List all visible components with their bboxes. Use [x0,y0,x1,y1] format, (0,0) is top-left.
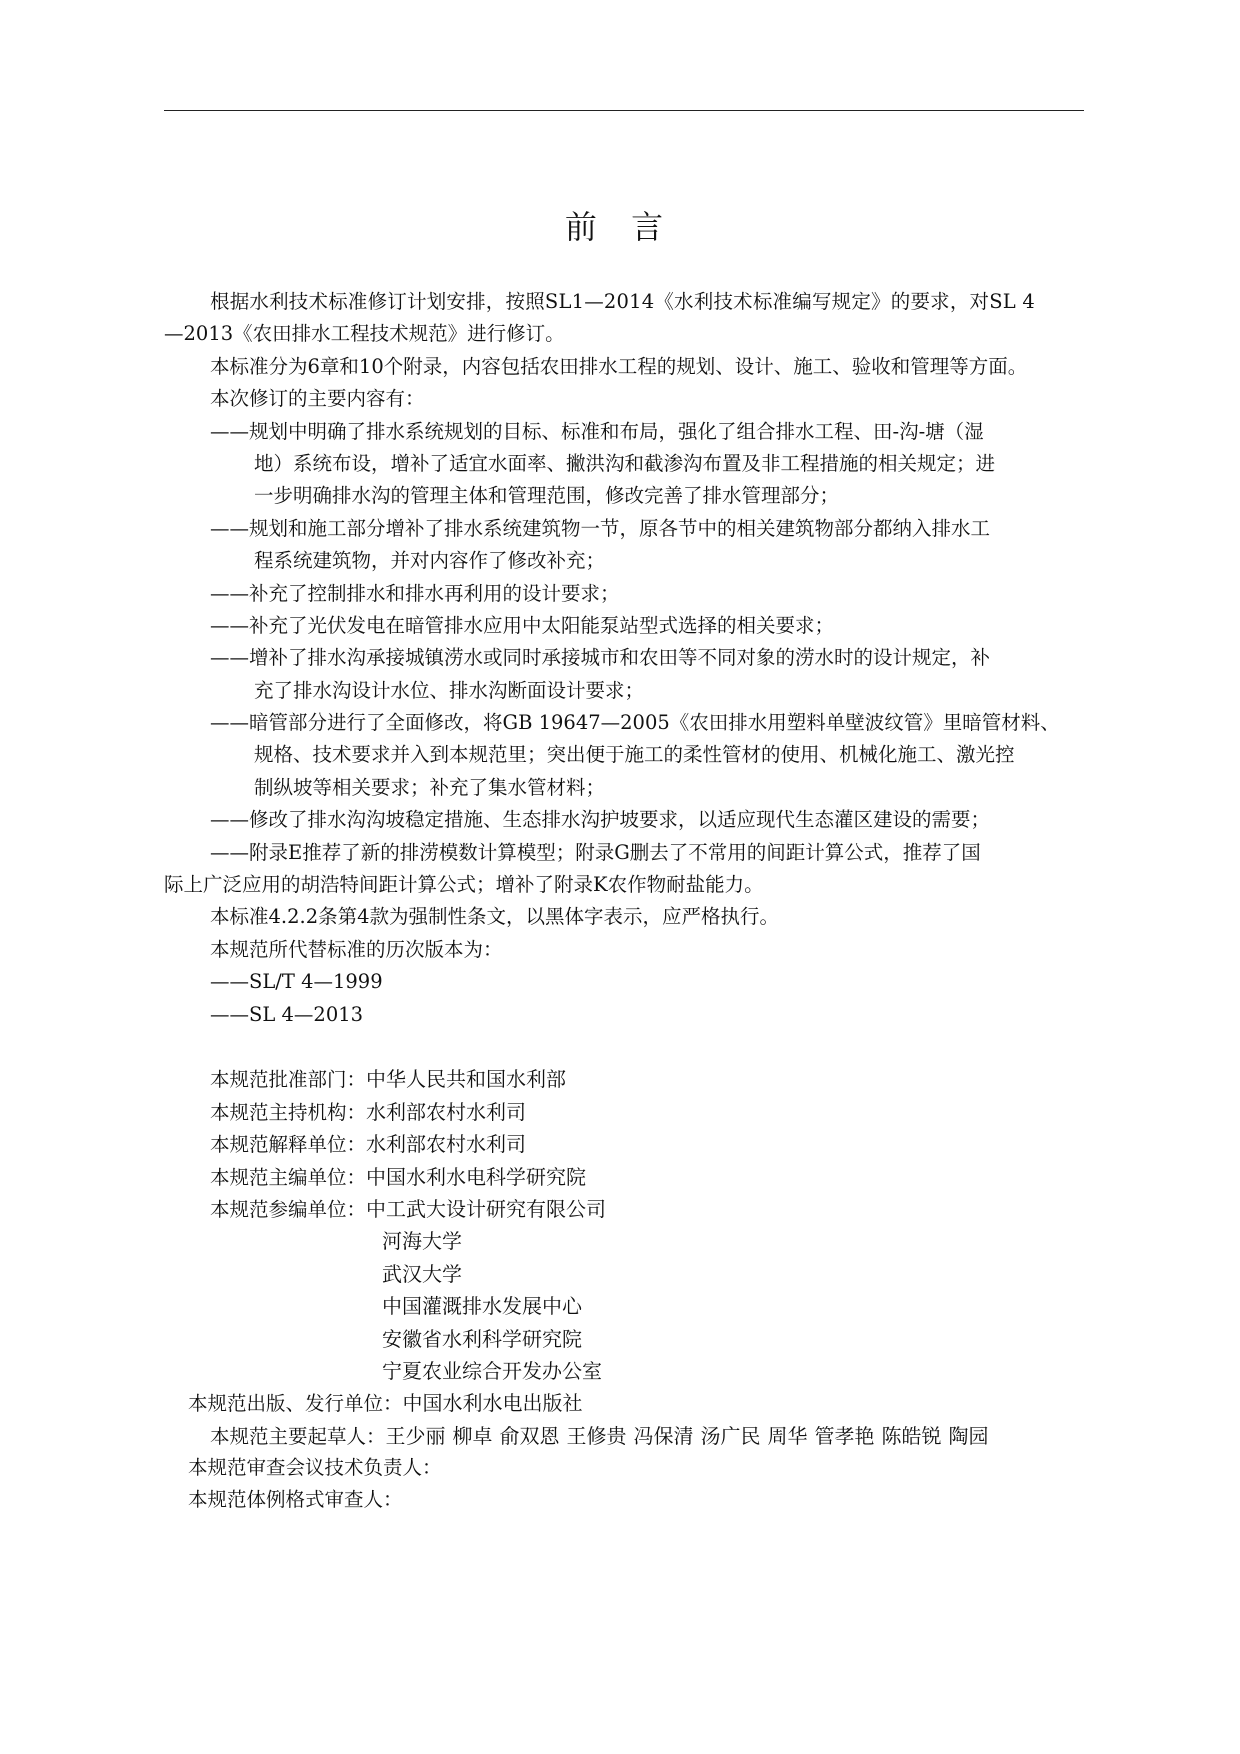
host-value: 水利部农村水利司 [366,1099,527,1124]
change-item-1-cont: 一步明确排水沟的管理主体和管理范围，修改完善了排水管理部分； [254,484,840,508]
drafter-name: 陈皓锐 [881,1423,942,1448]
change-item-7: ——修改了排水沟沟坡稳定措施、生态排水沟护坡要求，以适应现代生态灌区建设的需要； [210,808,991,832]
change-item-1-cont: 地）系统布设，增补了适宜水面率、撇洪沟和截渗沟布置及非工程措施的相关规定；进 [254,451,996,475]
participant-unit [164,1225,1084,1257]
participant-unit: 中工武大设计研究有限公司 [366,1196,607,1221]
intro-line: 本标准分为6章和10个附录，内容包括农田排水工程的规划、设计、施工、验收和管理等方面。 [210,354,1028,378]
change-item-8-cont: 际上广泛应用的胡浩特间距计算公式；增补了附录K农作物耐盐能力。 [164,873,764,897]
approval-row [164,1063,1084,1095]
format-review-row: 本规范体例格式审查人： [188,1488,403,1512]
participant-unit [164,1323,1084,1355]
participants-row [164,1193,1084,1225]
page-title: 前 言 [564,208,676,246]
participant-unit-name: 中国灌溉排水发展中心 [382,1294,582,1319]
publisher-row [164,1387,1084,1419]
drafter-name: 王修贵 [566,1423,627,1448]
drafters-row [164,1420,1084,1452]
preface-body [164,286,1084,1517]
change-item-6: ——暗管部分进行了全面修改，将GB 19647—2005《农田排水用塑料单壁波纹管》里暗管材料、 [210,711,1060,735]
participants-label: 本规范参编单位： [210,1197,367,1221]
change-item-2-cont: 程系统建筑物，并对内容作了修改补充； [254,549,606,573]
change-item-6-cont: 规格、技术要求并入到本规范里；突出便于施工的柔性管材的使用、机械化施工、激光控 [254,743,1015,767]
publisher-label: 本规范出版、发行单位： [188,1392,403,1416]
history-label: 本规范所代替标准的历次版本为： [210,937,503,961]
change-item-5-cont: 充了排水沟设计水位、排水沟断面设计要求； [254,678,645,702]
interpret-value: 水利部农村水利司 [366,1132,527,1157]
chief-editor-value: 中国水利水电科学研究院 [366,1164,587,1189]
approval-label: 本规范批准部门： [210,1068,367,1092]
participant-unit [164,1290,1084,1322]
change-item-2: ——规划和施工部分增补了排水系统建筑物一节，原各节中的相关建筑物部分都纳入排水工 [210,516,991,540]
participant-unit [164,1258,1084,1290]
change-item-1: ——规划中明确了排水系统规划的目标、标准和布局，强化了组合排水工程、田-沟-塘（湿 [210,419,984,443]
drafter-name: 汤广民 [700,1423,761,1448]
chief-editor-row [164,1161,1084,1193]
header-rule [164,110,1084,111]
participant-unit-name: 武汉大学 [382,1261,462,1286]
change-item-6-cont: 制纵坡等相关要求；补充了集水管材料； [254,775,606,799]
drafter-name: 柳卓 [452,1423,493,1448]
interpret-row [164,1128,1084,1160]
interpret-label: 本规范解释单位： [210,1133,367,1157]
approval-value: 中华人民共和国水利部 [366,1067,567,1092]
change-item-8: ——附录E推荐了新的排涝模数计算模型；附录G删去了不常用的间距计算公式，推荐了国 [210,840,981,864]
history-version: ——SL 4—2013 [210,1002,364,1026]
host-row [164,1096,1084,1128]
drafter-name: 陶园 [948,1423,989,1448]
drafters-label: 本规范主要起草人： [210,1424,386,1448]
participant-unit [164,1355,1084,1387]
chief-editor-label: 本规范主编单位： [210,1165,367,1189]
drafter-name: 管孝艳 [814,1423,875,1448]
drafter-name: 冯保清 [633,1423,694,1448]
history-version: ——SL/T 4—1999 [210,970,383,994]
participant-unit-name: 河海大学 [382,1229,462,1254]
intro-line: —2013《农田排水工程技术规范》进行修订。 [164,322,565,346]
drafter-name: 周华 [767,1423,808,1448]
change-item-3: ——补充了控制排水和排水再利用的设计要求； [210,581,620,605]
participant-unit-name: 安徽省水利科学研究院 [382,1326,582,1351]
participant-unit-name: 宁夏农业综合开发办公室 [382,1358,602,1383]
intro-line: 本次修订的主要内容有： [210,387,425,411]
drafter-name: 王少丽 [385,1423,446,1448]
change-item-4: ——补充了光伏发电在暗管排水应用中太阳能泵站型式选择的相关要求； [210,613,835,637]
intro-line: 根据水利技术标准修订计划安排，按照SL1—2014《水利技术标准编写规定》的要求，对SL 4 [210,290,1035,313]
tech-review-row: 本规范审查会议技术负责人： [188,1456,442,1480]
drafter-name: 俞双恩 [499,1423,560,1448]
publisher-value: 中国水利水电出版社 [402,1391,583,1416]
host-label: 本规范主持机构： [210,1100,367,1124]
mandatory-note: 本标准4.2.2条第4款为强制性条文，以黑体字表示，应严格执行。 [210,905,780,929]
change-item-5: ——增补了排水沟承接城镇涝水或同时承接城市和农田等不同对象的涝水时的设计规定，补 [210,646,991,670]
